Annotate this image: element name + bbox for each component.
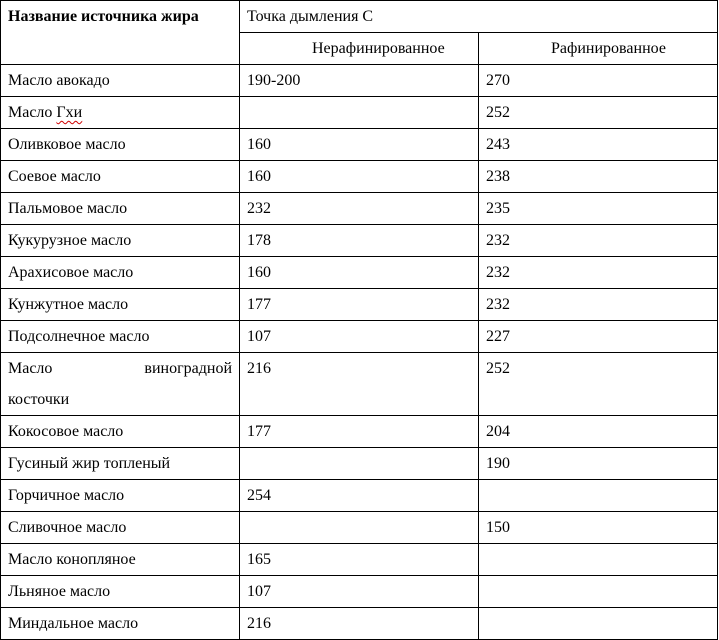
refined-value [479, 576, 718, 608]
fat-name: Горчичное масло [1, 480, 240, 512]
unrefined-value: 160 [240, 257, 479, 289]
refined-value: 150 [479, 512, 718, 544]
fat-name-line-2: косточки [8, 391, 70, 408]
header-refined: Рафинированное [479, 33, 718, 65]
fat-name-prefix: Масло [8, 104, 57, 121]
table-row [1, 225, 718, 257]
refined-value: 243 [479, 129, 718, 161]
unrefined-value [240, 448, 479, 480]
unrefined-value: 160 [240, 161, 479, 193]
table-row [1, 321, 718, 353]
unrefined-value: 232 [240, 193, 479, 225]
refined-value [479, 544, 718, 576]
refined-value [479, 608, 718, 640]
refined-value: 252 [479, 353, 718, 416]
table-row [1, 544, 718, 576]
unrefined-value: 165 [240, 544, 479, 576]
refined-value: 238 [479, 161, 718, 193]
unrefined-value: 107 [240, 576, 479, 608]
fat-name [1, 97, 240, 129]
table-row [1, 289, 718, 321]
fat-name: Соевое масло [1, 161, 240, 193]
refined-value: 252 [479, 97, 718, 129]
refined-value: 270 [479, 65, 718, 97]
unrefined-value: 216 [240, 608, 479, 640]
refined-value: 232 [479, 257, 718, 289]
fat-name [1, 353, 240, 416]
spellcheck-flagged-word[interactable]: Гхи [56, 104, 83, 121]
fat-name: Кокосовое масло [1, 416, 240, 448]
unrefined-value: 177 [240, 289, 479, 321]
fat-name-word-1: Масло [8, 360, 53, 377]
header-row [1, 1, 718, 33]
table-row [1, 416, 718, 448]
table-row [1, 193, 718, 225]
unrefined-value: 216 [240, 353, 479, 416]
fat-name: Пальмовое масло [1, 193, 240, 225]
fat-name: Кукурузное масло [1, 225, 240, 257]
refined-value: 232 [479, 289, 718, 321]
fat-name-word-2: виноградной [144, 360, 232, 377]
refined-value: 232 [479, 225, 718, 257]
fat-name: Льняное масло [1, 576, 240, 608]
unrefined-value: 107 [240, 321, 479, 353]
table-row [1, 257, 718, 289]
unrefined-value: 254 [240, 480, 479, 512]
unrefined-value: 177 [240, 416, 479, 448]
table-row [1, 512, 718, 544]
refined-value: 227 [479, 321, 718, 353]
fat-name: Сливочное масло [1, 512, 240, 544]
table-row [1, 353, 718, 416]
table-row [1, 65, 718, 97]
header-smoke-point: Точка дымления С [240, 1, 718, 33]
table-row [1, 576, 718, 608]
unrefined-value [240, 97, 479, 129]
table-row [1, 161, 718, 193]
fat-name: Миндальное масло [1, 608, 240, 640]
fat-name: Гусиный жир топленый [1, 448, 240, 480]
fat-name: Подсолнечное масло [1, 321, 240, 353]
unrefined-value [240, 512, 479, 544]
fat-name-line-1 [8, 353, 232, 384]
refined-value: 235 [479, 193, 718, 225]
header-unrefined: Нерафинированное [240, 33, 479, 65]
fat-name: Масло конопляное [1, 544, 240, 576]
table-row [1, 97, 718, 129]
fat-name: Оливковое масло [1, 129, 240, 161]
refined-value: 190 [479, 448, 718, 480]
table-row [1, 129, 718, 161]
table-row [1, 480, 718, 512]
table-row [1, 448, 718, 480]
refined-value [479, 480, 718, 512]
table-row [1, 608, 718, 640]
fat-name: Кунжутное масло [1, 289, 240, 321]
unrefined-value: 178 [240, 225, 479, 257]
unrefined-value: 190-200 [240, 65, 479, 97]
unrefined-value: 160 [240, 129, 479, 161]
refined-value: 204 [479, 416, 718, 448]
fat-name: Арахисовое масло [1, 257, 240, 289]
fat-name: Масло авокадо [1, 65, 240, 97]
header-fat-source: Название источника жира [1, 1, 240, 65]
